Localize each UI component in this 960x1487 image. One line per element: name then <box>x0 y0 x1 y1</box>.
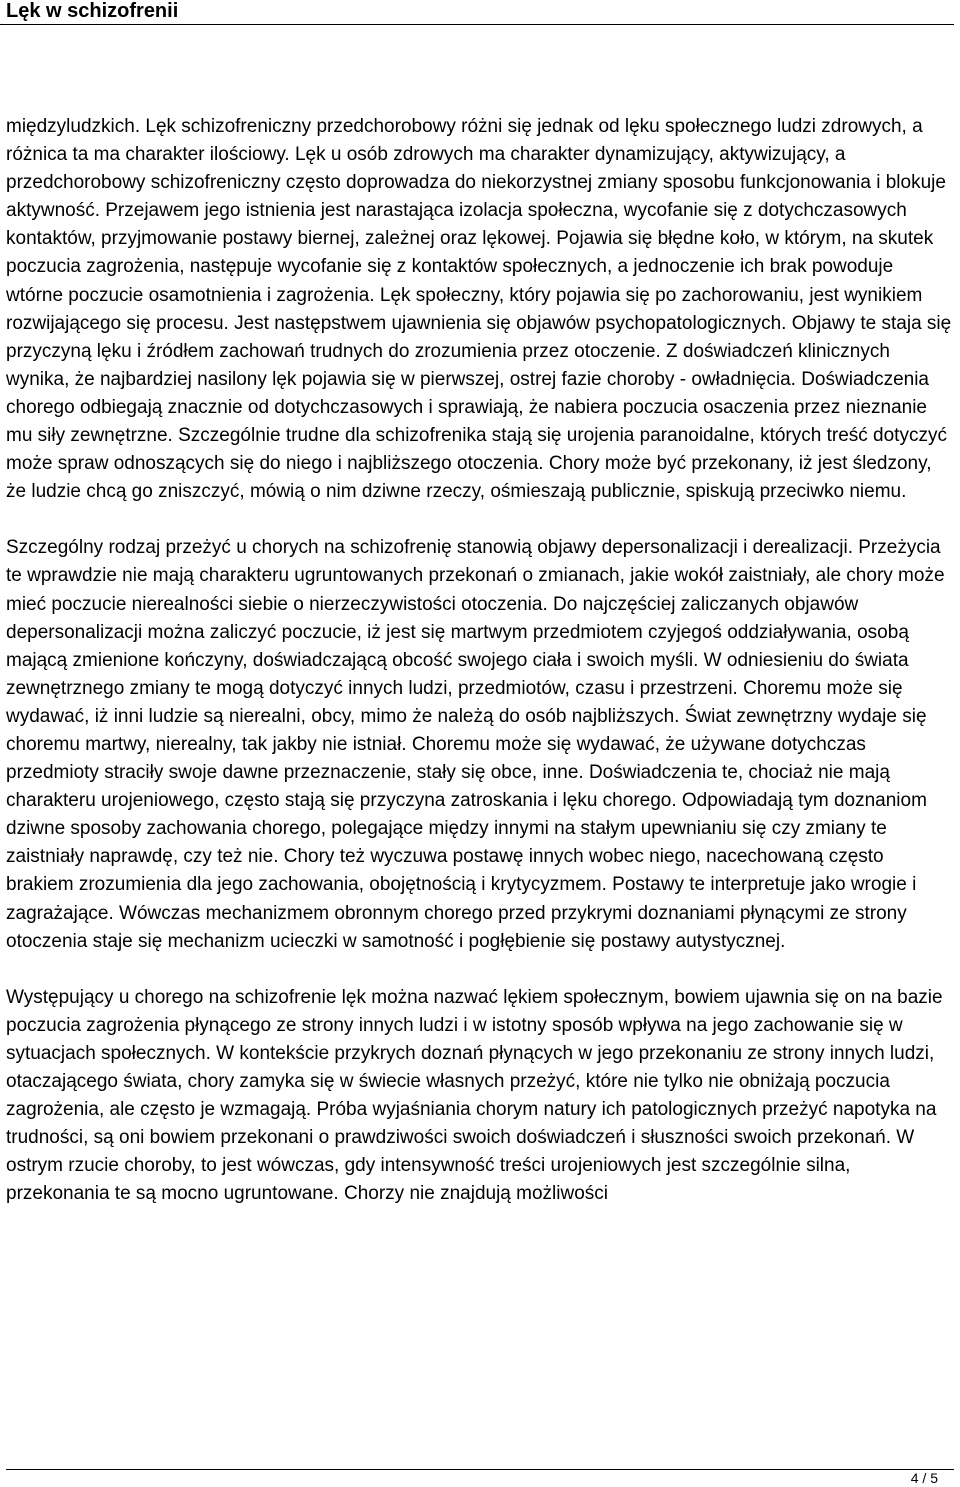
page-header <box>0 0 960 26</box>
document-title: Lęk w schizofrenii <box>6 0 179 22</box>
body-paragraph-2: Szczególny rodzaj przeżyć u chorych na schizofrenię stanowią objawy depersonalizacji i derealizacji. Przeżycia te wprawdzie nie mają charakteru ugruntowanych przekonań o zmianach, jakie wokół zaistniały, ale chory może mieć poczucie nierealności siebie o nierzeczywistości otoczenia. Do najczęściej zaliczanych objawów depersonalizacji można zaliczyć poczucie, iż jest się martwym przedmiotem czyjegoś oddziaływania, osobą mającą zmienione kończyny, doświadczającą obcość swojego ciała i swoich myśli. W odniesieniu do świata zewnętrznego zmiany te mogą dotyczyć innych ludzi, przedmiotów, czasu i przestrzeni. Choremu może się wydawać, iż inni ludzie są nierealni, obcy, mimo że należą do osób najbliższych. Świat zewnętrzny wydaje się choremu martwy, nierealny, tak jakby nie istniał. Choremu może się wydawać, że używane dotychczas przedmioty straciły swoje dawne przeznaczenie, stały się obce, inne. Doświadczenia te, chociaż nie mają charakteru urojeniowego, często stają się przyczyna zatroskania i lęku chorego. Odpowiadają tym doznaniom dziwne sposoby zachowania chorego, polegające między innymi na stałym upewnianiu się czy zmiany te zaistniały naprawdę, czy też nie. Chory też wyczuwa postawę innych wobec niego, nacechowaną często brakiem zrozumienia dla jego zachowania, obojętnością i krytycyzmem. Postawy te interpretuje jako wrogie i zagrażające. Wówczas mechanizmem obronnym chorego przed przykrymi doznaniami płynącymi ze strony otoczenia staje się mechanizm ucieczki w samotność i pogłębienie się postawy autystycznej. <box>6 537 945 952</box>
page-number: 4 / 5 <box>910 1470 938 1486</box>
document-body <box>6 113 954 1236</box>
header-divider <box>0 24 954 25</box>
body-paragraph-1: międzyludzkich. Lęk schizofreniczny przedchorobowy różni się jednak od lęku społecznego ludzi zdrowych, a różnica ta ma charakter ilościowy. Lęk u osób zdrowych ma charakter dynamizujący, aktywizujący, a przedchorobowy schizofreniczny często doprowadza do niekorzystnej zmiany sposobu funkcjonowania i blokuje aktywność. Przejawem jego istnienia jest narastająca izolacja społeczna, wycofanie się z dotychczasowych kontaktów, przyjmowanie postawy biernej, zależnej oraz lękowej. Pojawia się błędne koło, w którym, na skutek poczucia zagrożenia, następuje wycofanie się z kontaktów społecznych, a jednoczenie ich brak powoduje wtórne poczucie osamotnienia i zagrożenia. Lęk społeczny, który pojawia się po zachorowaniu, jest wynikiem rozwijającego się procesu. Jest następstwem ujawnienia się objawów psychopatologicznych. Objawy te staja się przyczyną lęku i źródłem zachowań trudnych do zrozumienia przez otoczenie. Z doświadczeń klinicznych wynika, że najbardziej nasilony lęk pojawia się w pierwszej, ostrej fazie choroby - owładnięcia. Doświadczenia chorego odbiegają znacznie od dotychczasowych i sprawiają, że nabiera poczucia osaczenia przez nieznanie mu siły zewnętrzne. Szczególnie trudne dla schizofrenika stają się urojenia paranoidalne, których treść dotyczyć może spraw odnoszących się do niego i najbliższego otoczenia. Chory może być przekonany, iż jest śledzony, że ludzie chcą go zniszczyć, mówią o nim dziwne rzeczy, ośmieszają publicznie, spiskują przeciwko niemu. <box>6 116 952 503</box>
footer-divider <box>6 1469 954 1470</box>
body-paragraph-3: Występujący u chorego na schizofrenie lęk można nazwać lękiem społecznym, bowiem ujawnia się on na bazie poczucia zagrożenia płynącego ze strony innych ludzi i w istotny sposób wpływa na jego zachowanie się w sytuacjach społecznych. W kontekście przykrych doznań płynących w jego przekonaniu ze strony innych ludzi, otaczającego świata, chory zamyka się w świecie własnych przeżyć, które nie tylko nie obniżają poczucia zagrożenia, ale często je wzmagają. Próba wyjaśniania chorym natury ich patologicznych przeżyć napotyka na trudności, są oni bowiem przekonani o prawdziwości swoich doświadczeń i słuszności swoich przekonań. W ostrym rzucie choroby, to jest wówczas, gdy intensywność treści urojeniowych jest szczególnie silna, przekonania te są mocno ugruntowane. Chorzy nie znajdują możliwości <box>6 986 943 1205</box>
